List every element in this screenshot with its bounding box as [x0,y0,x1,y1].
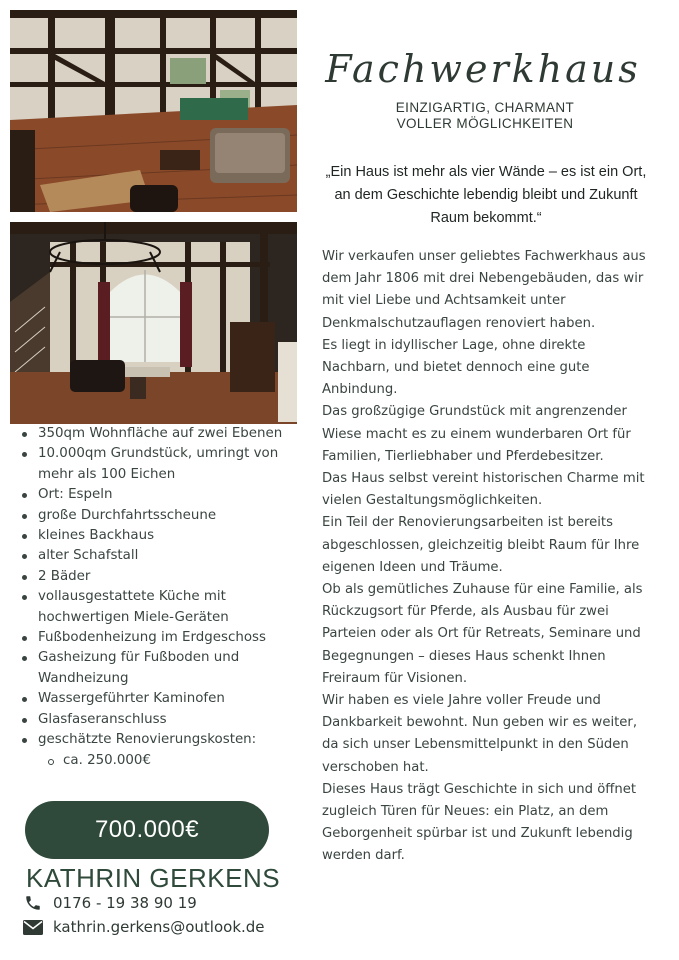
description-paragraph: Wir haben es viele Jahre voller Freude und Dankbarkeit bewohnt. Nun geben wir es weiter, da sich unser Lebensmittelpunkt in den Süden verschoben hat. [322,693,638,775]
email-link[interactable]: kathrin.gerkens@outlook.de [53,918,265,936]
quote: „Ein Haus ist mehr als vier Wände – es ist ein Ort, an dem Geschichte lebendig bleibt und Zukunft Raum bekommt.“ [325,164,647,226]
feature-item: Gasheizung für Fußboden und Wandheizung [18,648,300,689]
feature-item: 350qm Wohnfläche auf zwei Ebenen [18,424,300,444]
feature-item: alter Schafstall [18,546,300,566]
phone-link[interactable]: 0176 - 19 38 90 19 [53,894,197,912]
price-badge: 700.000€ [25,801,269,859]
feature-subitem-renovation-cost: ca. 250.000€ [18,751,300,771]
description [322,246,652,868]
contact-name: KATHRIN GERKENS [26,863,281,893]
feature-item: kleines Backhaus [18,526,300,546]
subtitle-line-2: VOLLER MÖGLICHKEITEN [396,116,574,131]
feature-item: Glasfaseranschluss [18,710,300,730]
feature-item: Fußbodenheizung im Erdgeschoss [18,628,300,648]
feature-item: Wassergeführter Kaminofen [18,689,300,709]
feature-item: 2 Bäder [18,567,300,587]
living-room-photo [10,10,297,212]
description-paragraph: Wir verkaufen unser geliebtes Fachwerkhaus aus dem Jahr 1806 mit drei Nebengebäuden, das wir mit viel Liebe und Achtsamkeit unter Denkmalschutzauflagen renoviert haben. [322,249,646,331]
feature-item: 10.000qm Grundstück, umringt von mehr als 100 Eichen [18,444,300,485]
subtitle-line-1: EINZIGARTIG, CHARMANT [395,100,575,115]
feature-list [18,424,300,771]
description-paragraph: Das großzügige Grundstück mit angrenzender Wiese macht es zu einem wunderbaren Ort für Familien, Tierliebhaber und Pferdebesitzer. [322,404,631,464]
phone-row [22,894,197,912]
feature-item: große Durchfahrtsscheune [18,506,300,526]
hall-photo [10,222,297,424]
feature-item: geschätzte Renovierungskosten: [18,730,300,750]
description-paragraph: Ob als gemütliches Zuhause für eine Familie, als Rückzugsort für Pferde, als Ausbau für zwei Parteien oder als Ort für Retreats, Seminare und Begegnungen – dieses Haus schenkt Ihnen Freiraum für Visionen. [322,582,643,686]
envelope-icon [22,918,44,936]
feature-item: vollausgestattete Küche mit hochwertigen Miele-Geräten [18,587,300,628]
description-paragraph: Das Haus selbst vereint historischen Charme mit vielen Gestaltungsmöglichkeiten. [322,471,645,509]
email-row [22,918,265,936]
feature-item: Ort: Espeln [18,485,300,505]
title-script: Fachwerkhaus [325,47,641,91]
description-paragraph: Ein Teil der Renovierungsarbeiten ist bereits abgeschlossen, gleichzeitig bleibt Raum für Ihre eigenen Ideen und Träume. [322,515,640,575]
phone-icon [22,894,44,912]
description-paragraph: Es liegt in idyllischer Lage, ohne direkte Nachbarn, und bietet dennoch eine gute Anbindung. [322,337,590,398]
description-paragraph: Dieses Haus trägt Geschichte in sich und öffnet zugleich Türen für Neues: ein Platz, an dem Geborgenheit spürbar ist und Zukunft lebendig werden darf. [322,781,636,864]
